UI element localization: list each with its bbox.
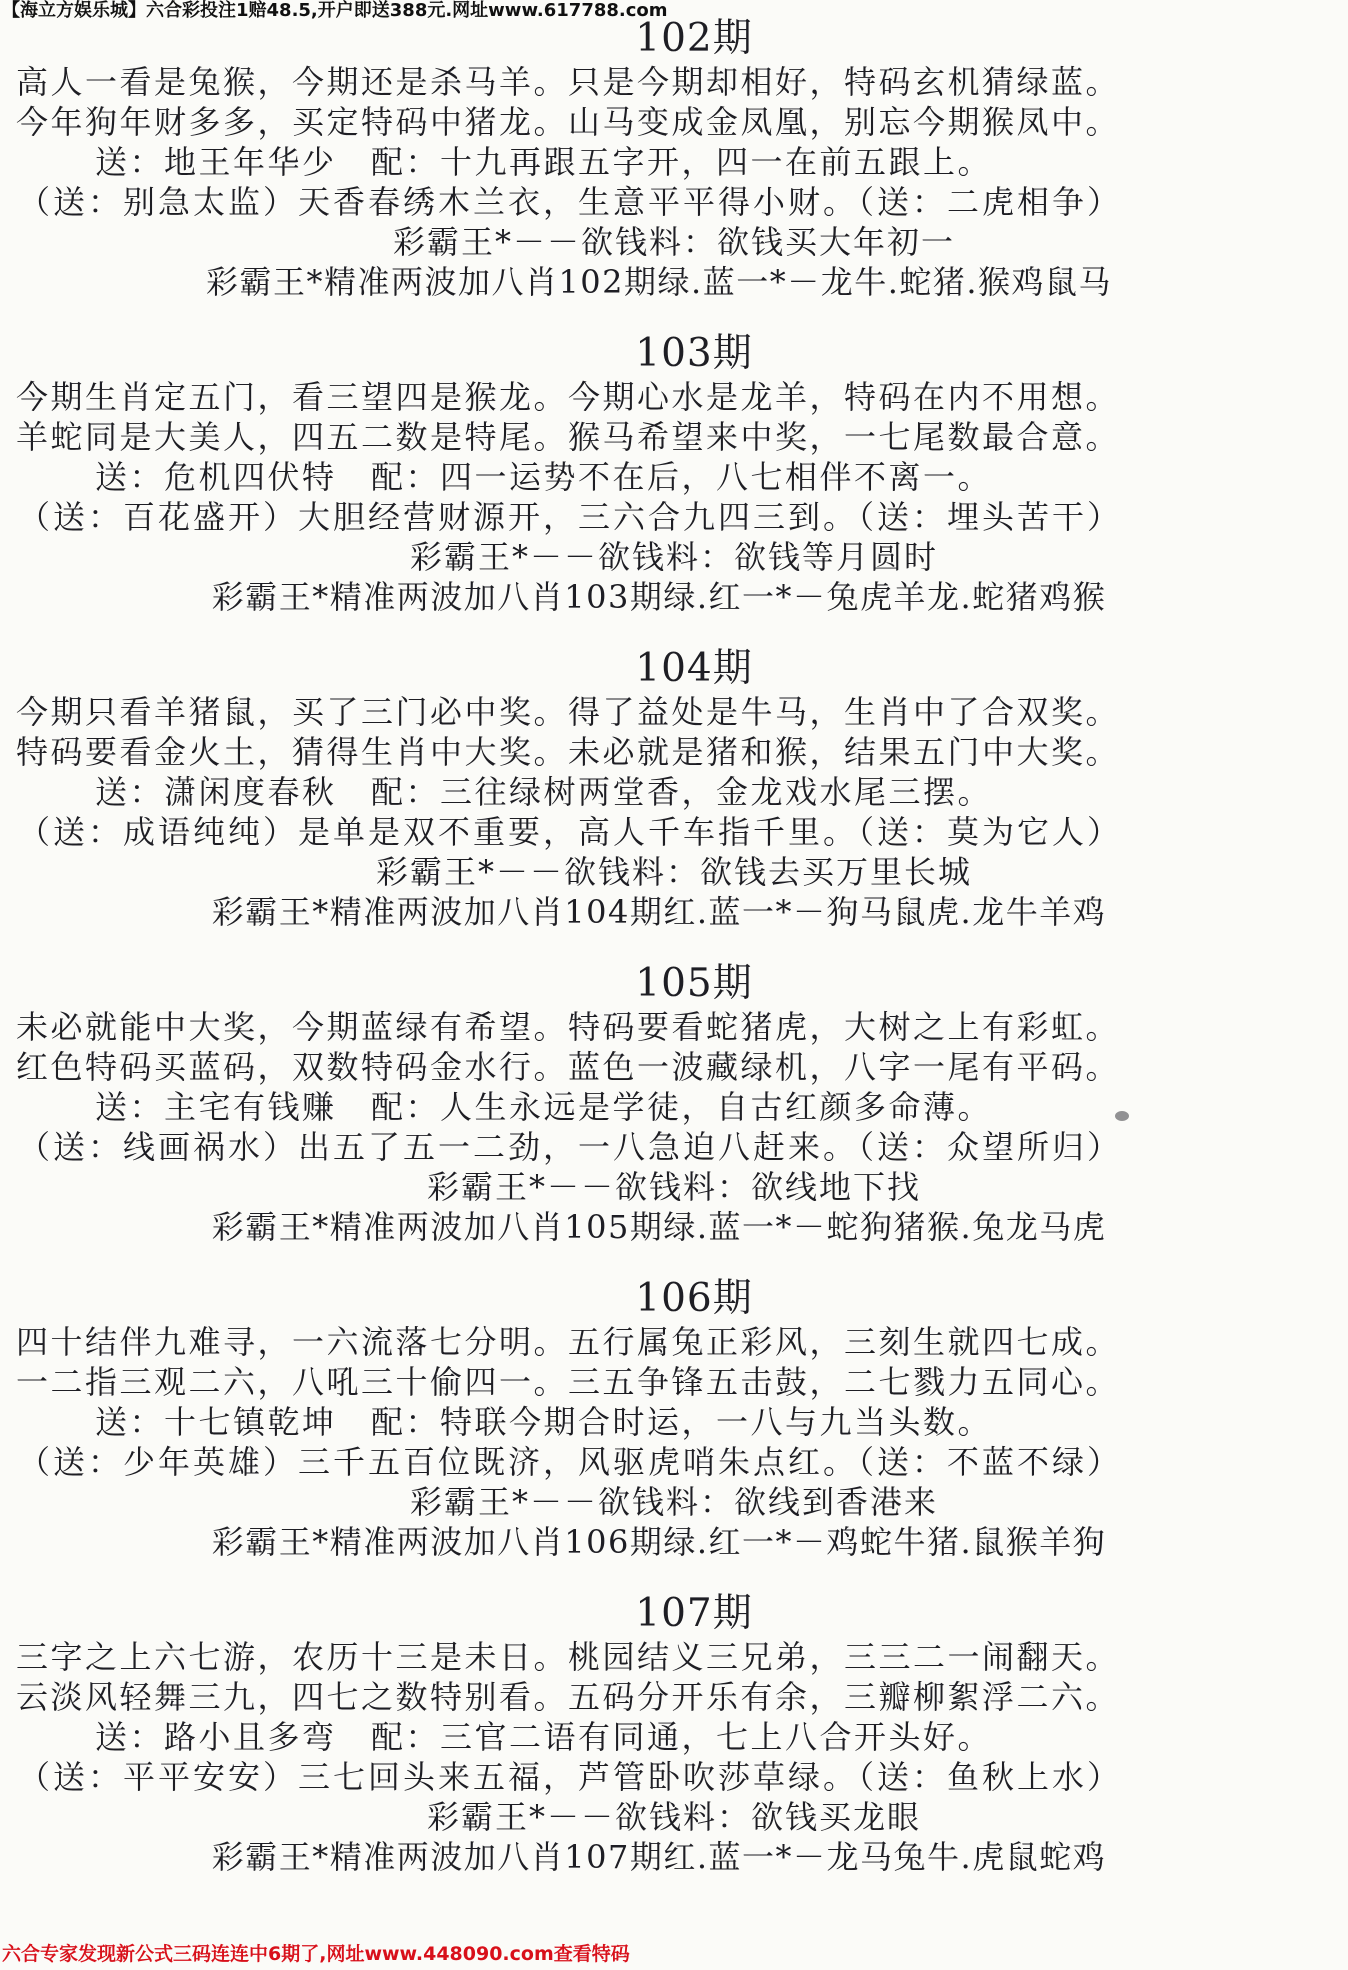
- issue-title: 105期: [635, 961, 753, 1006]
- verse-line: 羊蛇同是大美人，四五二数是特尾。猴马希望来中奖，一七尾数最合意。: [16, 418, 1121, 456]
- forecast-line: 彩霸王*精准两波加八肖107期红.蓝一*－龙马兔牛.虎鼠蛇鸡: [211, 1838, 1107, 1876]
- gift-line: 送：十七镇乾坤 配：特联今期合时运，一八与九当头数。: [95, 1403, 993, 1441]
- forecast-line: 彩霸王*精准两波加八肖106期绿.红一*－鸡蛇牛猪.鼠猴羊狗: [211, 1523, 1107, 1561]
- issue-title: 104期: [635, 646, 753, 691]
- gift-line: 送：地王年华少 配：十九再跟五字开，四一在前五跟上。: [95, 143, 993, 181]
- issue-block: [0, 331, 1348, 646]
- material-line: 彩霸王*－－欲钱料：欲钱买龙眼: [426, 1798, 921, 1836]
- verse-line: 红色特码买蓝码，双数特码金水行。蓝色一波藏绿机，八字一尾有平码。: [16, 1048, 1121, 1086]
- verse-line: 今期只看羊猪鼠，买了三门必中奖。得了益处是牛马，生肖中了合双奖。: [16, 693, 1121, 731]
- material-line: 彩霸王*－－欲钱料：欲钱去买万里长城: [375, 853, 972, 891]
- issue-list: [0, 16, 1348, 1906]
- paren-line: （送：线画祸水）出五了五一二劲，一八急迫八赶来。（送：众望所归）: [18, 1128, 1123, 1166]
- issue-title: 107期: [635, 1591, 753, 1636]
- issue-title: 103期: [635, 331, 753, 376]
- issue-block: [0, 961, 1348, 1276]
- gift-line: 送：主宅有钱赚 配：人生永远是学徒，自古红颜多命薄。: [95, 1088, 993, 1126]
- gift-line: 送：路小且多弯 配：三官二语有同通，七上八合开头好。: [95, 1718, 993, 1756]
- verse-line: 一二指三观二六，八吼三十偷四一。三五争锋五击鼓，二七戮力五同心。: [16, 1363, 1121, 1401]
- issue-block: [0, 1276, 1348, 1591]
- issue-block: [0, 1591, 1348, 1906]
- paren-line: （送：百花盛开）大胆经营财源开，三六合九四三到。（送：埋头苦干）: [18, 498, 1123, 536]
- issue-block: [0, 16, 1348, 331]
- gift-line: 送：危机四伏特 配：四一运势不在后，八七相伴不离一。: [95, 458, 993, 496]
- forecast-line: 彩霸王*精准两波加八肖102期绿.蓝一*－龙牛.蛇猪.猴鸡鼠马: [205, 263, 1113, 301]
- verse-line: 今年狗年财多多，买定特码中猪龙。山马变成金凤凰，别忘今期猴凤中。: [16, 103, 1121, 141]
- issue-block: [0, 646, 1348, 961]
- material-line: 彩霸王*－－欲钱料：欲线到香港来: [409, 1483, 938, 1521]
- verse-line: 四十结伴九难寻，一六流落七分明。五行属兔正彩风，三刻生就四七成。: [16, 1323, 1121, 1361]
- gift-line: 送：潇闲度春秋 配：三往绿树两堂香，金龙戏水尾三摆。: [95, 773, 993, 811]
- verse-line: 特码要看金火土，猜得生肖中大奖。未必就是猪和猴，结果五门中大奖。: [16, 733, 1121, 771]
- paren-line: （送：少年英雄）三千五百位既济，风驱虎哨朱点红。（送：不蓝不绿）: [18, 1443, 1123, 1481]
- verse-line: 云淡风轻舞三九，四七之数特别看。五码分开乐有余，三瓣柳絮浮二六。: [16, 1678, 1121, 1716]
- top-ad-banner: 【海立方娱乐城】六合彩投注1赔48.5,开户即送388元.网址www.617788.com: [2, 0, 668, 21]
- paren-line: （送：平平安安）三七回头来五福，芦管卧吹莎草绿。（送：鱼秋上水）: [18, 1758, 1123, 1796]
- paren-line: （送：别急太监）天香春绣木兰衣，生意平平得小财。（送：二虎相争）: [18, 183, 1123, 221]
- material-line: 彩霸王*－－欲钱料：欲钱等月圆时: [409, 538, 938, 576]
- verse-line: 三字之上六七游，农历十三是未日。桃园结义三兄弟，三三二一闹翻天。: [16, 1638, 1121, 1676]
- verse-line: 今期生肖定五门，看三望四是猴龙。今期心水是龙羊，特码在内不用想。: [16, 378, 1121, 416]
- bottom-ad-banner: 六合专家发现新公式三码连连中6期了,网址www.448090.com查看特码: [2, 1943, 630, 1965]
- paren-line: （送：成语纯纯）是单是双不重要，高人千车指千里。（送：莫为它人）: [18, 813, 1123, 851]
- material-line: 彩霸王*－－欲钱料：欲线地下找: [426, 1168, 921, 1206]
- material-line: 彩霸王*－－欲钱料：欲钱买大年初一: [392, 223, 955, 261]
- issue-title: 102期: [635, 16, 753, 61]
- verse-line: 高人一看是兔猴，今期还是杀马羊。只是今期却相好，特码玄机猜绿蓝。: [16, 63, 1121, 101]
- forecast-line: 彩霸王*精准两波加八肖104期红.蓝一*－狗马鼠虎.龙牛羊鸡: [211, 893, 1107, 931]
- forecast-line: 彩霸王*精准两波加八肖105期绿.蓝一*－蛇狗猪猴.兔龙马虎: [211, 1208, 1107, 1246]
- scan-speck: [1115, 1111, 1129, 1121]
- forecast-line: 彩霸王*精准两波加八肖103期绿.红一*－兔虎羊龙.蛇猪鸡猴: [211, 578, 1107, 616]
- verse-line: 未必就能中大奖，今期蓝绿有希望。特码要看蛇猪虎，大树之上有彩虹。: [16, 1008, 1121, 1046]
- issue-title: 106期: [635, 1276, 753, 1321]
